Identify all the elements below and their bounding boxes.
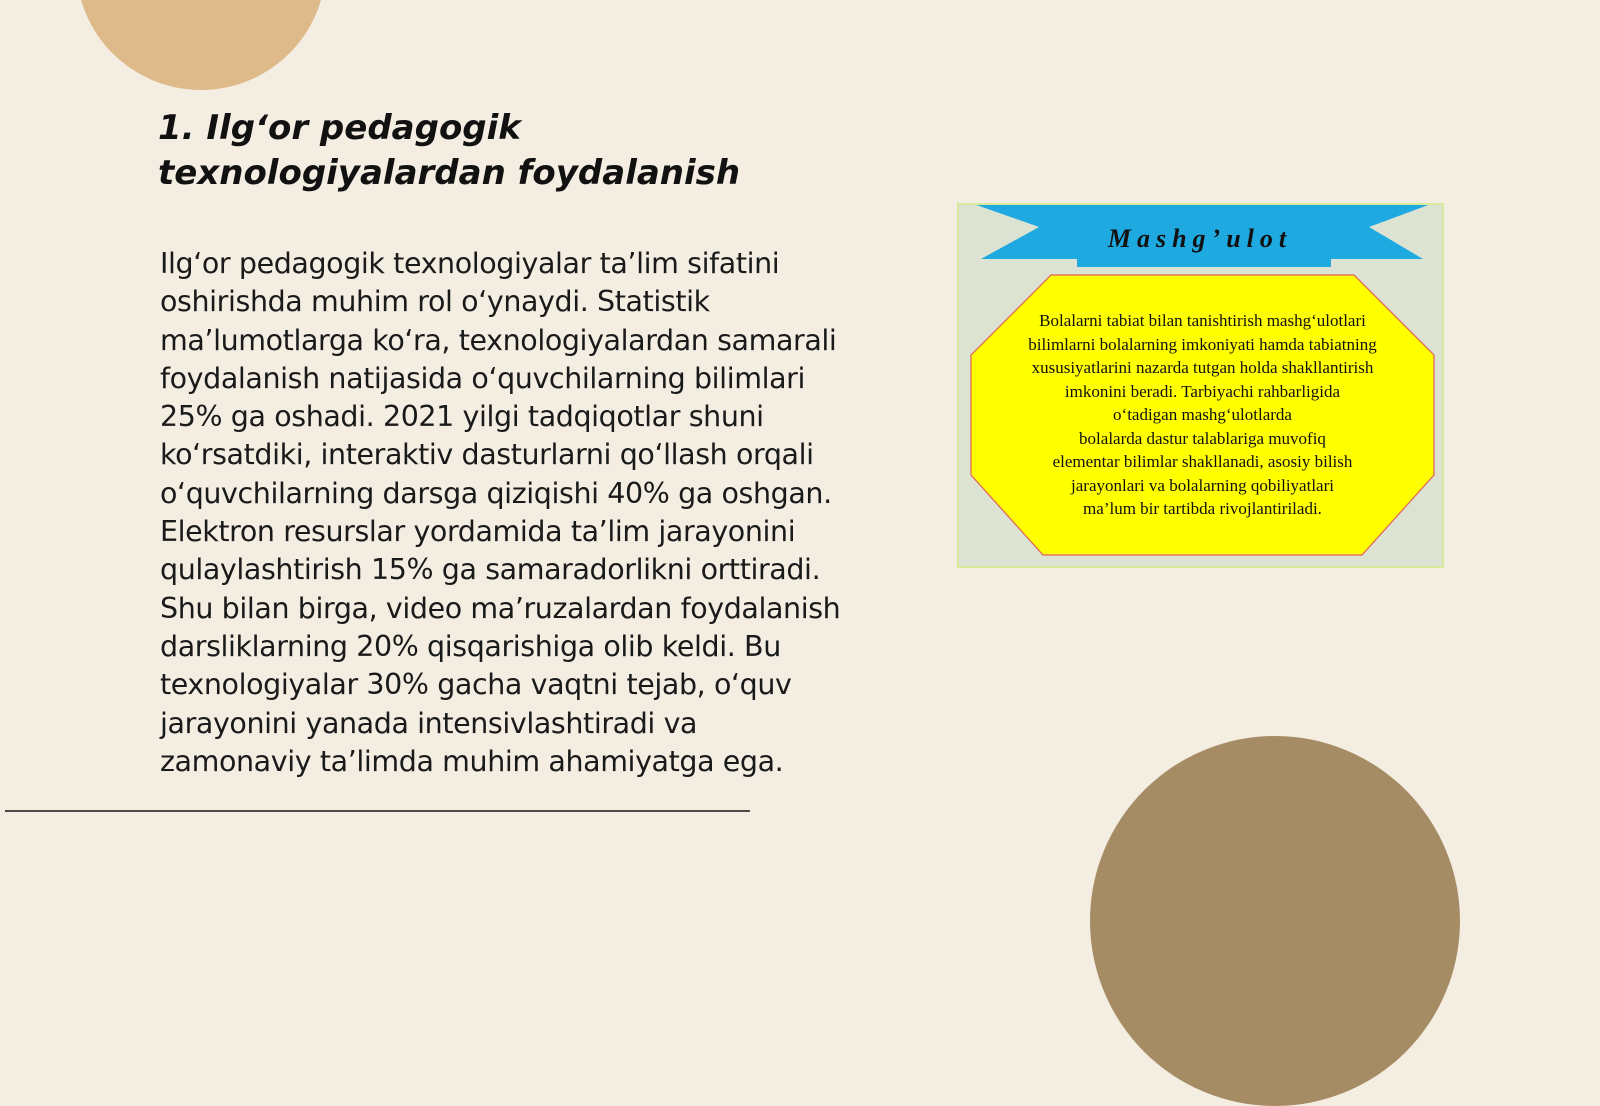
octagon-line: Bolalarni tabiat bilan tanishtirish mashg‘ulotlari [1039,311,1366,330]
decorative-circle-bottom [1090,736,1460,1106]
octagon-line: imkonini beradi. Tarbiyachi rahbarligida [1064,381,1341,401]
octagon-line: jarayonlari va bolalarning qobiliyatlari [1071,475,1334,495]
slide-body-text: Ilg‘or pedagogik texnologiyalar ta’lim sifatini oshirishda muhim rol o‘ynaydi. Statistik ma’lumotlarga ko‘ra, texnologiyalardan samarali foydalanish natijasida o‘quvchilarning bilimlari 25% ga oshadi. 2021 yilgi tadqiqotlar shuni ko‘rsatdiki, interaktiv dasturlarni qo‘llash orqali o‘quvchilarning darsga qiziqishi 40% ga oshgan. Elektron resurslar yordamida ta’lim jarayonini qulaylashtirish 15% ga samaradorlikni orttiradi. Shu bilan birga, video ma’ruzalardan foydalanish darsliklarning 20% qisqarishiga olib keldi. Bu texnologiyalar 30% gacha vaqtni tejab, o‘quv jarayonini yanada intensivlashtiradi va zamonaviy ta’limda muhim ahamiyatga ega. [160,247,841,778]
slide-title: 1. Ilg‘or pedagogik texnologiyalardan foydalanish [158,108,741,193]
banner-right-tail [1329,205,1439,259]
octagon-line: o‘tadigan mashg‘ulotlarda [1113,405,1292,424]
banner-title: Mashg’ulot [1107,224,1293,253]
mashgulot-card [957,203,1444,568]
octagon-line: xususiyatlarini nazarda tutgan holda shakllantirish [1031,358,1374,377]
decorative-line [5,810,750,812]
octagon-line: ma’lum bir tartibda rivojlantiriladi. [1083,499,1322,518]
decorative-circle-top [76,0,326,90]
octagon-text [984,309,1421,521]
octagon-line: bilimlarni bolalarning imkoniyati hamda tabiatning [1028,334,1377,354]
octagon-line: elementar bilimlar shakllanadi, asosiy bilish [1052,452,1353,471]
octagon-line: bolalarda dastur talablariga muvofiq [1079,428,1326,448]
